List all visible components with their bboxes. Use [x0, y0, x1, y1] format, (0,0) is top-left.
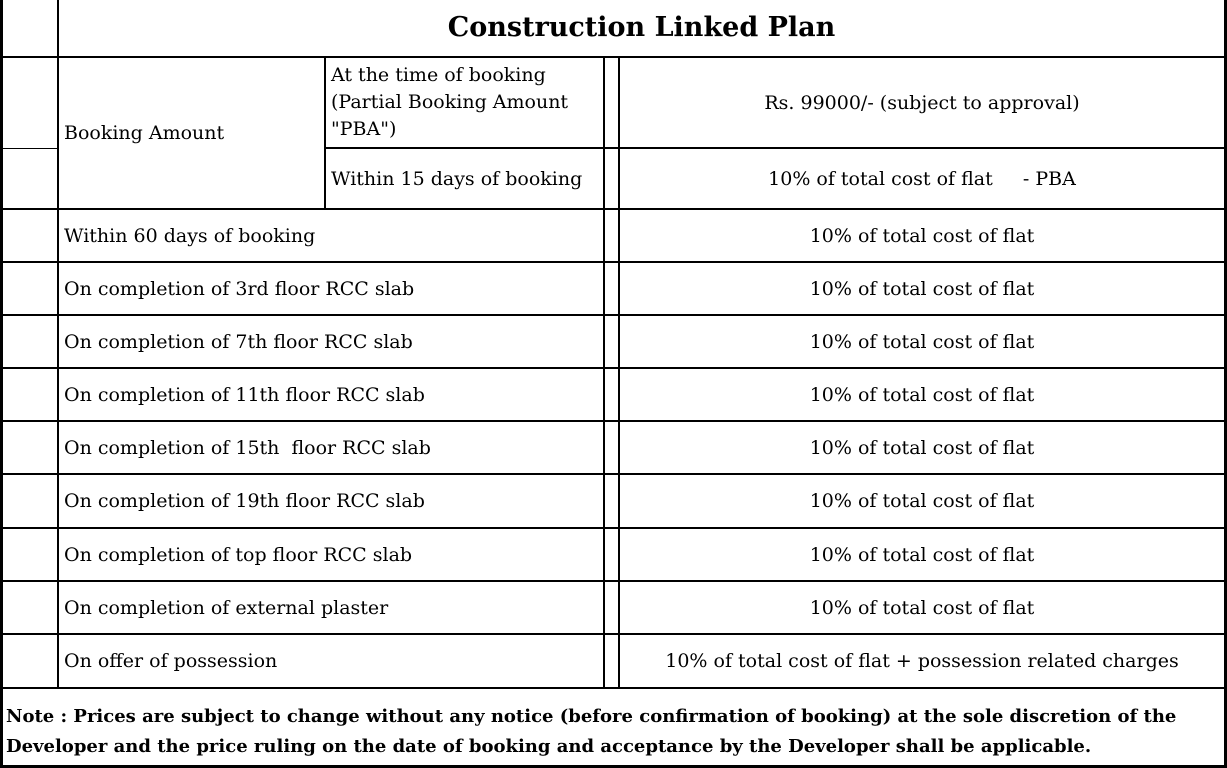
booking-label [59, 58, 324, 208]
note-text: Note : Prices are subject to change without any notice (before confirmation of booking) at the sole discretion of the Developer and the price ruling on the date of booking and acceptance by the Developer shall be applicable. [6, 706, 1177, 757]
payment-cell: 10% of total cost of flat [809, 224, 1035, 247]
stage-cell: On completion of 7th floor RCC slab [64, 330, 413, 353]
payment-cell: 10% of total cost of flat [809, 436, 1035, 459]
booking-payment-1: Rs. 99000/- (subject to approval) [764, 91, 1080, 114]
page-title: Construction Linked Plan [447, 12, 836, 43]
stage-cell: On completion of 15th floor RCC slab [64, 436, 431, 459]
row-line [0, 687, 1227, 689]
payment-cell: 10% of total cost of flat [809, 490, 1035, 512]
stage-cell: On offer of possession [64, 650, 278, 672]
row-line [0, 148, 59, 149]
payment-cell: 10% of total cost of flat [809, 277, 1035, 300]
booking-payment-2: 10% of total cost of flat - PBA [768, 167, 1076, 190]
booking-stage-2: Within 15 days of booking [331, 167, 583, 190]
stage-cell: On completion of external plaster [64, 596, 389, 619]
stage-cell: On completion of 3rd floor RCC slab [64, 277, 415, 300]
stage-cell: On completion of 11th floor RCC slab [64, 383, 425, 406]
payment-cell: 10% of total cost of flat [809, 596, 1035, 619]
payment-cell: 10% of total cost of flat [809, 383, 1035, 406]
column-divider-double-a [603, 56, 605, 689]
payment-cell: 10% of total cost of flat [809, 330, 1035, 353]
stage-cell: Within 60 days of booking [64, 224, 316, 247]
payment-cell: 10% of total cost of flat [809, 543, 1035, 566]
payment-cell: 10% of total cost of flat + possession related charges [665, 650, 1179, 672]
border-left [0, 0, 3, 768]
stage-cell: On completion of top floor RCC slab [64, 543, 413, 566]
booking-label-text: Booking Amount [64, 122, 225, 144]
stage-cell: On completion of 19th floor RCC slab [64, 490, 425, 512]
booking-stage-1: At the time of booking (Partial Booking Amount "PBA") [331, 64, 569, 140]
